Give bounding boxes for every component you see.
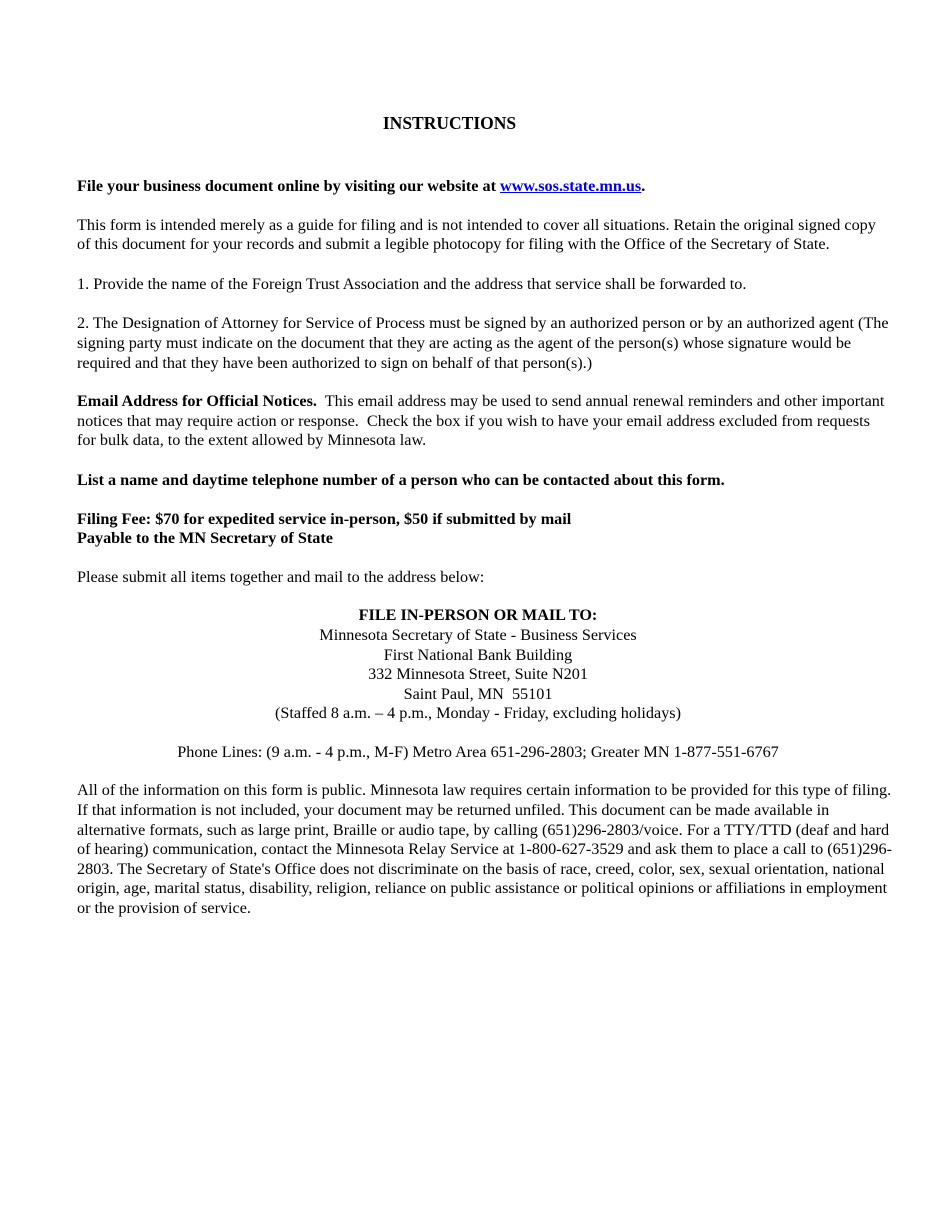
contact-instruction: List a name and daytime telephone number of a person who can be contacted about this form. [77,470,725,489]
submit-instruction: Please submit all items together and mail to the address below: [77,567,485,586]
filing-fee-line: Filing Fee: $70 for expedited service in-person, $50 if submitted by mail [77,509,572,528]
mail-heading: FILE IN-PERSON OR MAIL TO: [358,606,598,625]
public-information-paragraph: All of the information on this form is public. Minnesota law requires certain information to be provided for this type of filing. If that information is not included, your document may be returned unfiled. This document can be made available in alternative formats, such as large print, Braille or audio tape, by calling (651)296-2803/voice. For a TTY/TTD (deaf and hard of hearing) communication, contact the Minnesota Relay Service at 1-800-627-3529 and ask them to place a call to (651)296-2803. The Secretary of State's Office does not discriminate on the basis of race, creed, color, sex, sexual orientation, national origin, age, marital status, disability, religion, reliance on public assistance or political opinions or affiliations in employment or the provision of service. [77,781,892,918]
mail-line-street: 332 Minnesota Street, Suite N201 [368,665,588,684]
online-filing-period: . [641,177,646,195]
title-wrap [77,112,822,134]
mailing-address-block [77,606,879,724]
payable-to-line: Payable to the MN Secretary of State [77,529,333,548]
online-filing-paragraph [77,177,892,197]
online-filing-text: File your business document online by visiting our website at [77,177,501,195]
instructions-page [77,112,892,919]
guide-paragraph: This form is intended merely as a guide for filing and is not intended to cover all situations. Retain the original signed copy of this document for your records and submit a legible photocopy for filing with the Office of the Secretary of State. [77,215,876,254]
mail-line-office: Minnesota Secretary of State - Business Services [319,625,637,644]
page-title: INSTRUCTIONS [382,113,517,133]
phone-lines: Phone Lines: (9 a.m. - 4 p.m., M-F) Metro Area 651-296-2803; Greater MN 1-877-551-6767 [177,742,779,761]
email-notice-body: This email address may be used to send annual renewal reminders and other important notices that may require action or response. Check the box if you wish to have your email address excluded from requests for bulk data, to the extent allowed by Minnesota law. [77,392,889,450]
mail-line-city: Saint Paul, MN 55101 [403,684,553,703]
email-notice-heading: Email Address for Official Notices. [77,392,317,411]
mail-line-building: First National Bank Building [383,645,573,664]
instruction-item-1: 1. Provide the name of the Foreign Trust Association and the address that service shall be forwarded to. [77,274,747,293]
email-notice-paragraph [77,392,892,451]
instruction-item-2: 2. The Designation of Attorney for Service of Process must be signed by an authorized person or by an authorized agent (The signing party must indicate on the document that they are acting as the agent of the person(s) whose signature would be required and that they have been authorized to sign on behalf of that person(s).) [77,314,889,372]
sos-website-link[interactable]: www.sos.state.mn.us [500,177,642,195]
mail-line-hours: (Staffed 8 a.m. – 4 p.m., Monday - Friday, excluding holidays) [275,704,681,723]
filing-fee-block [77,510,892,549]
